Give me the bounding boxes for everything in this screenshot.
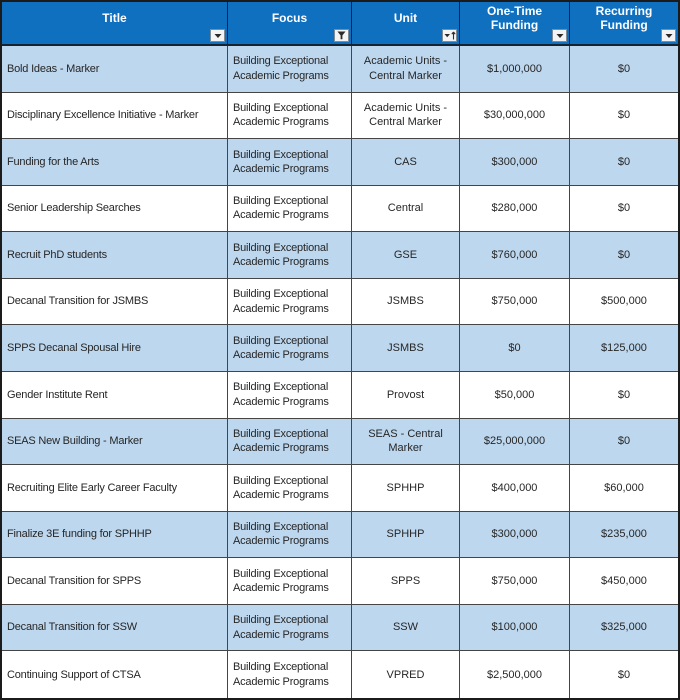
column-header-one-time-funding [460, 2, 570, 46]
unit-cell[interactable]: CAS [352, 139, 460, 186]
recurring-funding-cell[interactable]: $0 [570, 651, 678, 698]
one-time-funding-cell[interactable]: $300,000 [460, 512, 570, 559]
recurring-funding-filter-button[interactable] [661, 29, 676, 42]
column-header-label: Title [102, 11, 127, 26]
unit-cell[interactable]: GSE [352, 232, 460, 279]
recurring-funding-cell[interactable]: $0 [570, 232, 678, 279]
title-cell[interactable]: Senior Leadership Searches [2, 186, 228, 233]
one-time-funding-filter-button[interactable] [552, 29, 567, 42]
recurring-funding-cell[interactable]: $0 [570, 46, 678, 93]
focus-cell[interactable]: Building Exceptional Academic Programs [228, 93, 352, 140]
sort-asc-icon [444, 31, 456, 40]
unit-cell[interactable]: Academic Units - Central Marker [352, 93, 460, 140]
title-cell[interactable]: Funding for the Arts [2, 139, 228, 186]
title-cell[interactable]: Recruit PhD students [2, 232, 228, 279]
one-time-funding-cell[interactable]: $750,000 [460, 279, 570, 326]
one-time-funding-cell[interactable]: $1,000,000 [460, 46, 570, 93]
title-cell[interactable]: Recruiting Elite Early Career Faculty [2, 465, 228, 512]
recurring-funding-cell[interactable]: $450,000 [570, 558, 678, 605]
focus-filter-button[interactable] [334, 29, 349, 42]
recurring-funding-cell[interactable]: $0 [570, 139, 678, 186]
focus-cell[interactable]: Building Exceptional Academic Programs [228, 372, 352, 419]
title-cell[interactable]: Bold Ideas - Marker [2, 46, 228, 93]
one-time-funding-cell[interactable]: $100,000 [460, 605, 570, 652]
column-header-label: Unit [393, 11, 418, 26]
column-header-label: One-Time Funding [486, 4, 543, 32]
dropdown-icon [665, 33, 673, 39]
title-cell[interactable]: Finalize 3E funding for SPHHP [2, 512, 228, 559]
focus-cell[interactable]: Building Exceptional Academic Programs [228, 512, 352, 559]
title-filter-button[interactable] [210, 29, 225, 42]
focus-cell[interactable]: Building Exceptional Academic Programs [228, 465, 352, 512]
one-time-funding-cell[interactable]: $400,000 [460, 465, 570, 512]
focus-cell[interactable]: Building Exceptional Academic Programs [228, 46, 352, 93]
title-cell[interactable]: Continuing Support of CTSA [2, 651, 228, 698]
title-cell[interactable]: SEAS New Building - Marker [2, 419, 228, 466]
title-cell[interactable]: Decanal Transition for SPPS [2, 558, 228, 605]
unit-cell[interactable]: VPRED [352, 651, 460, 698]
unit-cell[interactable]: SSW [352, 605, 460, 652]
one-time-funding-cell[interactable]: $30,000,000 [460, 93, 570, 140]
dropdown-icon [214, 33, 222, 39]
recurring-funding-cell[interactable]: $125,000 [570, 325, 678, 372]
recurring-funding-cell[interactable]: $0 [570, 372, 678, 419]
unit-cell[interactable]: SPHHP [352, 465, 460, 512]
focus-cell[interactable]: Building Exceptional Academic Programs [228, 419, 352, 466]
column-header-focus [228, 2, 352, 46]
unit-cell[interactable]: SEAS - Central Marker [352, 419, 460, 466]
unit-cell[interactable]: Provost [352, 372, 460, 419]
recurring-funding-cell[interactable]: $325,000 [570, 605, 678, 652]
focus-cell[interactable]: Building Exceptional Academic Programs [228, 605, 352, 652]
focus-cell[interactable]: Building Exceptional Academic Programs [228, 139, 352, 186]
one-time-funding-cell[interactable]: $0 [460, 325, 570, 372]
dropdown-icon [556, 33, 564, 39]
recurring-funding-cell[interactable]: $0 [570, 93, 678, 140]
funnel-icon [337, 31, 346, 40]
column-header-title [2, 2, 228, 46]
unit-cell[interactable]: SPHHP [352, 512, 460, 559]
recurring-funding-cell[interactable]: $235,000 [570, 512, 678, 559]
recurring-funding-cell[interactable]: $60,000 [570, 465, 678, 512]
title-cell[interactable]: SPPS Decanal Spousal Hire [2, 325, 228, 372]
title-cell[interactable]: Decanal Transition for JSMBS [2, 279, 228, 326]
title-cell[interactable]: Decanal Transition for SSW [2, 605, 228, 652]
recurring-funding-cell[interactable]: $0 [570, 419, 678, 466]
unit-cell[interactable]: SPPS [352, 558, 460, 605]
column-header-label: Focus [271, 11, 308, 26]
unit-cell[interactable]: Central [352, 186, 460, 233]
one-time-funding-cell[interactable]: $760,000 [460, 232, 570, 279]
one-time-funding-cell[interactable]: $50,000 [460, 372, 570, 419]
column-header-label: Recurring Funding [595, 4, 653, 32]
focus-cell[interactable]: Building Exceptional Academic Programs [228, 325, 352, 372]
column-header-unit [352, 2, 460, 46]
one-time-funding-cell[interactable]: $25,000,000 [460, 419, 570, 466]
focus-cell[interactable]: Building Exceptional Academic Programs [228, 186, 352, 233]
one-time-funding-cell[interactable]: $280,000 [460, 186, 570, 233]
unit-cell[interactable]: Academic Units - Central Marker [352, 46, 460, 93]
one-time-funding-cell[interactable]: $750,000 [460, 558, 570, 605]
unit-filter-button[interactable] [442, 29, 457, 42]
title-cell[interactable]: Gender Institute Rent [2, 372, 228, 419]
one-time-funding-cell[interactable]: $2,500,000 [460, 651, 570, 698]
recurring-funding-cell[interactable]: $500,000 [570, 279, 678, 326]
focus-cell[interactable]: Building Exceptional Academic Programs [228, 279, 352, 326]
unit-cell[interactable]: JSMBS [352, 325, 460, 372]
one-time-funding-cell[interactable]: $300,000 [460, 139, 570, 186]
title-cell[interactable]: Disciplinary Excellence Initiative - Marker [2, 93, 228, 140]
column-header-recurring-funding [570, 2, 678, 46]
recurring-funding-cell[interactable]: $0 [570, 186, 678, 233]
focus-cell[interactable]: Building Exceptional Academic Programs [228, 558, 352, 605]
unit-cell[interactable]: JSMBS [352, 279, 460, 326]
focus-cell[interactable]: Building Exceptional Academic Programs [228, 232, 352, 279]
focus-cell[interactable]: Building Exceptional Academic Programs [228, 651, 352, 698]
